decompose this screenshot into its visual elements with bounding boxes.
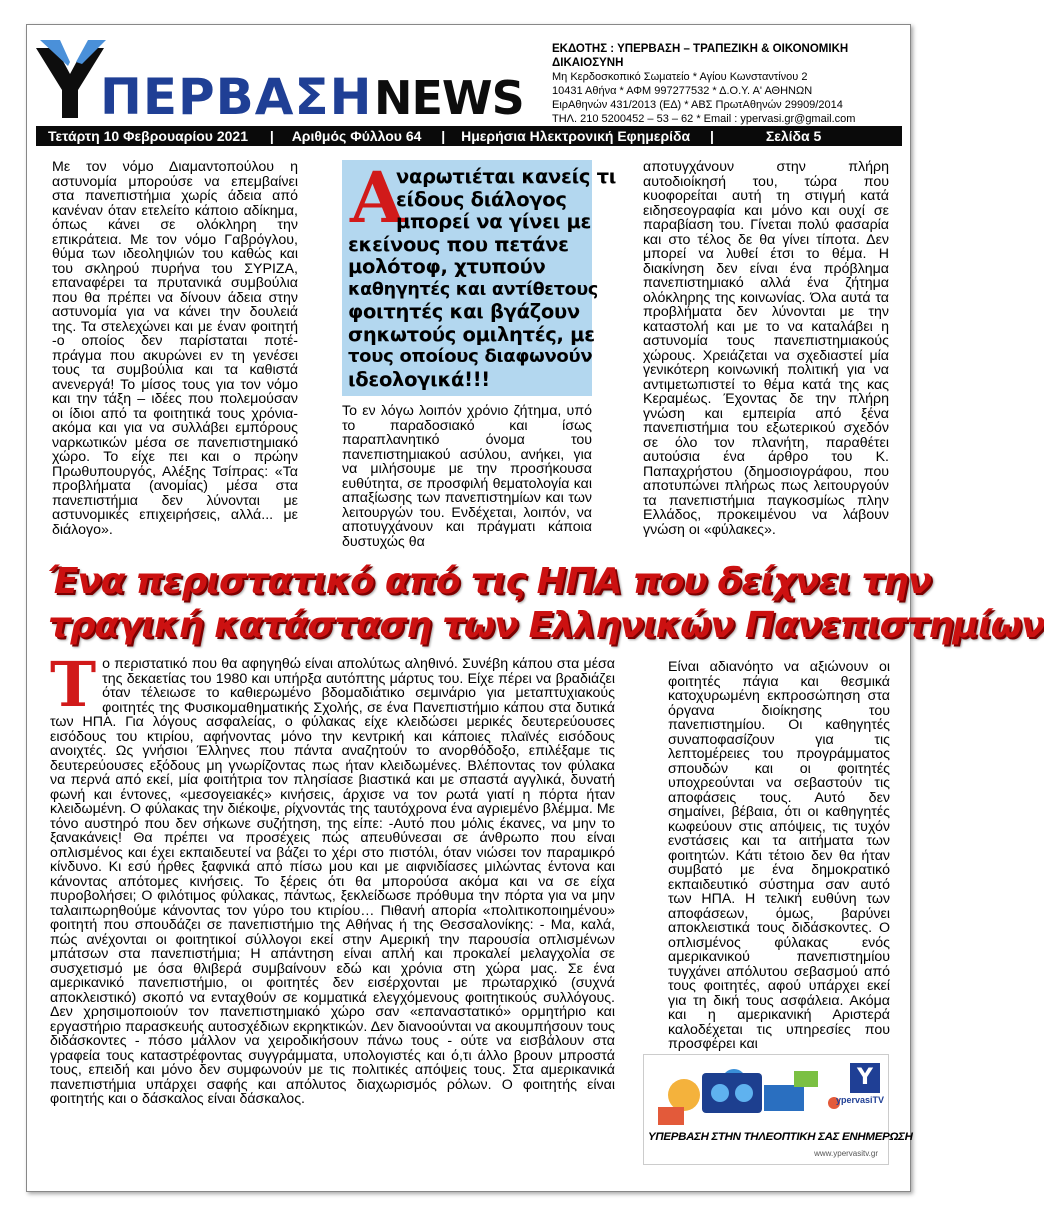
pull-quote-line: ιδεολογικά!!! — [348, 367, 490, 391]
issue-banner — [36, 126, 902, 146]
promo-slogan: ΥΠΕΡΒΑΣΗ ΣΤΗΝ ΤΗΛΕΟΠΤΙΚΗ ΣΑΣ ΕΝΗΜΕΡΩΣΗ — [648, 1131, 913, 1143]
publisher-info — [552, 42, 892, 126]
banner-separator: | — [441, 128, 446, 144]
headline-line-2: τραγική κατάσταση των Ελληνικών Πανεπιστημίων — [48, 605, 1044, 646]
banner-separator: | — [710, 128, 714, 144]
banner-separator: | — [269, 128, 274, 144]
publisher-line: Μη Κερδοσκοπικό Σωματείο * Αγίου Κωνσταντίνου 2 — [552, 71, 808, 83]
pull-quote-text — [348, 156, 617, 391]
svg-text:NEWS: NEWS — [374, 71, 524, 125]
publisher-title: ΕΚΔΟΤΗΣ : ΥΠΕΡΒΑΣΗ – ΤΡΑΠΕΖΙΚΗ & ΟΙΚΟΝΟΜΙΚΗ ΔΙΚΑΙΟΣΥΝΗ — [552, 43, 849, 69]
issue-date: Τετάρτη 10 Φεβρουαρίου 2021 — [48, 128, 248, 144]
pull-quote-initial: Α — [350, 156, 405, 239]
article2-column-right: Είναι αδιανόητο να αξιώνουν οι φοιτητές πάγια και θεσμικά κατοχυρωμένη εκπροσώπηση στα όργανα διοίκησης του πανεπιστημίου. Οι καθηγητές συναποφασίζουν για τις λεπτομέρειες του προγράμματος σπουδών και οι φοιτητές υποχρεούνται να σεβαστούν τις αποφάσεις τους. Αυτό δεν σημαίνει, βέβαια, ότι οι καθηγητές κωφεύουν στις απόψεις, τις τυχόν ενστάσεις και τα αιτήματα των φοιτητών. Κάτι τέτοιο δεν θα ήταν συμβατό με ένα δημοκρατικό εκπαιδευτικό σύστημα σαν αυτό των ΗΠΑ. Η τελική ευθύνη των αποφάσεων, όμως, βαρύνει αποκλειστικά τους διδάσκοντες. Ο οπλισμένος φύλακας ενός αμερικανικού πανεπιστημίου τυγχάνει απόλυτου σεβασμού από τους φοιτητές, αφού υπάρχει εκεί για τη δική τους ασφάλεια. Ακόμα και η αμερικανική Αριστερά καλοδέχεται τις υπηρεσίες που προσφέρει και — [668, 659, 890, 1052]
issue-number: Αριθμός Φύλλου 64 — [291, 128, 422, 144]
pull-quote-line: μπορεί να γίνει με — [396, 210, 592, 233]
publisher-line: 10431 Αθήνα * ΑΦΜ 997277532 * Δ.Ο.Υ. Α' ΑΘΗΝΩΝ — [552, 85, 813, 97]
pull-quote-line: καθηγητές και αντίθετους — [348, 279, 598, 300]
headline-line-1: Ένα περιστατικό από τις ΗΠΑ που δείχνει την — [48, 561, 931, 602]
svg-text:ΠΕΡΒΑΣΗ: ΠΕΡΒΑΣΗ — [100, 68, 373, 126]
pull-quote-line: μολότοφ, χτυπούν — [348, 255, 546, 278]
promo-url: www.ypervasitv.gr — [814, 1149, 878, 1158]
publisher-line: ΕιρΑθηνών 431/2013 (ΕΔ) * ΑΒΣ ΠρωτΑθηνών 29909/2014 — [552, 99, 843, 111]
pull-quote — [342, 156, 617, 396]
promo-brand: ypervasiTV — [835, 1095, 884, 1105]
article-column-right: αποτυγχάνουν στην πλήρη αυτοδιοίκησή του, τώρα που κυοφορείται αυτή τη στιγμή κατά ειδησεογραφία και μόνο και ουχί σε παραβίαση του. Γίνεται πολύ φασαρία και στο τέλος δε θα γίνει τίποτα. Δεν μπορεί να λυθεί έτσι το θέμα. Η διακίνηση δεν είναι ένα πρόβλημα πανεπιστημιακό αλλά ένα ζήτημα ολόκληρης της κοινωνίας. Όλα αυτά τα προβλήματα δεν λύνονται με την καταστολή και με το να καταλάβει η αστυνομία τους πανεπιστημιακούς χώρους. Χρειάζεται να σχεδιαστεί μία γενικότερη κοινωνική πολιτική για να αντιμετωπιστεί το θέμα κατά της κας Κεραμέως. Έχοντας δε την πλήρη γνώση και εμπειρία από ξένα πανεπιστήμια του εξωτερικού σχεδόν σε όλο τον πλανήτη, παραθέτει αυτούσια ένα άρθρο του Κ. Παπαχρήστου (δημοσιογράφου, που αποτυπώνει πλήρως πως λειτουργούν τα πανεπιστήμια παγκοσμίως πλην Ελλάδος, προκειμένου να λάβουν γνώση οι «φύλακες». — [643, 159, 889, 538]
article2-body — [50, 648, 615, 1107]
ypervasi-tv-logo-icon: Y — [850, 1063, 880, 1093]
pull-quote-line: είδους διάλογος — [396, 187, 567, 211]
pull-quote-line: φοιτητές και βγάζουν — [348, 300, 580, 323]
pull-quote-line: σηκωτούς ομιλητές, με — [348, 322, 595, 346]
article2-text: ο περιστατικό που θα αφηγηθώ είναι απολύτως αληθινό. Συνέβη κάπου στα μέσα της δεκαετίας του 1980 και υπήρξα αυτόπτης μάρτυς του. Είχε πέρει να βραδιάζει όταν τέλειωσε το καθιερωμένο βδομαδιάτικο σεμινάριο για μεταπτυχιακούς φοιτητές της Φυσικομαθηματικής Σχολής, σε ένα Πανεπιστήμιο κάπου στα δυτικά των ΗΠΑ. Για λόγους ασφαλείας, ο φύλακας είχε κλειδώσει μερικές δευτερεύουσες εισόδους του κτιρίου, αφήνοντας μόνο την κεντρική και κάποιες πλαϊνές εισόδους ανοιχτές. Ως γνήσιοι Έλληνες που πάντα αναζητούν το ανορθόδοξο, επιλέξαμε τις δευτερεύουσες εξόδους μη γνωρίζοντας πως ήταν κλειδωμένες. Βλέποντας τον φύλακα να περνά από εκεί, μία φοιτήτρια τον πλησίασε βιαστικά και με σπαστά αγγλικά, δυνατή φωνή και έντονες, «μεσογειακές» κινήσεις, άρχισε να τον ρωτά γιατί η πόρτα ήταν κλειδωμένη. Ο φύλακας την διέκοψε, ρίχνοντάς της ταυτόχρονα ένα αγριεμένο βλέμμα. Με τόνο αυστηρό που δεν σήκωνε συζήτηση, της είπε: -Αυτό που μόλις έκανες, να μην το ξανακάνεις! Θα πρέπει να προσέχεις πώς απευθύνεσαι σε άνθρωπο που είναι οπλισμένος και έχει εκπαιδευτεί να βάζει το χέρι στο πιστόλι, όταν νιώσει τον παραμικρό κίνδυνο. Κι εσύ ήρθες ξαφνικά από πίσω μου και με αιφνιδίασες μιλώντας έντονα και κάνοντας απότομες κινήσεις. Το ξέρεις ότι θα μπορούσα ακόμα και να σε είχα πυροβολήσει; Ο φιλότιμος φύλακας, πάντως, ξεκλείδωσε πρόθυμα την πόρτα για να μην ταλαιπωρηθούμε κάνοντας τον γύρο του κτιρίου… Πιθανή απορία «πολιτικοποιημένου» φοιτητή που σπουδάζει σε πανεπιστήμιο της Αθήνας ή της Θεσσαλονίκης: - Μα, καλά, πώς ανέχονται οι φοιτητικοί σύλλογοι εκεί στην Αμερική την παρουσία οπλισμένων μπάτσων στα πανεπιστήμια; Η απάντηση είναι απλή και προκαλεί μελαγχολία σε συσχετισμό με όσα θλιβερά συμβαίνουν εδώ και χρόνια στη χώρα μας. Σε ένα αμερικανικό πανεπιστήμιο, οι φοιτητές δεν εισέρχονται με πρωταρχικό (συχνά αποκλειστικό) σκοπό να ενταχθούν σε κομματικά ελεγχόμενους φοιτητικούς συλλόγους. Δεν χρησιμοποιούν τον πανεπιστημιακό χώρο σαν «επαναστατικό» ορμητήριο και εργαστήριο παρασκευής αυτοσχέδιων εκρηκτικών. Δεν διανοούνται να ακουμπήσουν τους διδάσκοντες - πόσο μάλλον να χειροδικήσουν πάνω τους - ούτε να εισβάλουν στα γραφεία τους καταστρέφοντας συγγράμματα, υπολογιστές και ό,τι άλλο βρουν μπροστά τους, επειδή και μόνο δεν συμφωνούν με τις πολιτικές απόψεις τους. Στα αμερικανικά πανεπιστήμια υπάρχει σαφής και απόλυτος διαχωρισμός ρόλων. Ο φοιτητής είναι φοιτητής και ο δάσκαλος είναι δάσκαλος. — [50, 656, 615, 1107]
article-column-left: Με τον νόμο Διαμαντοπούλου η αστυνομία μπορούσε να επεμβαίνει στα πανεπιστήμια χωρίς άδεια από κανέναν όταν ετελείτο κάποιο αδίκημα, όπως κάνει σε ολόκληρη την επικράτεια. Με τον νόμο Γαβρόγλου, θύμα των ιδεοληψιών του καθώς και του σκληρού πυρήνα του ΣΥΡΙΖΑ, επαναφέρει τα πρυτανικά συμβούλια που θα πρέπει να δίνουν άδεια στην αστυνομία για να κάνει την δουλειά της. Τα στελεχώνει και με έναν φοιτητή -ο οποίος δεν παρίσταται ποτέ- πράγμα που ακυρώνει εν τη γενέσει τους τα συμβούλια και τα καθιστά ανενεργά! Το μίσος τους για τον νόμο και την τάξη – ιδέες που πολεμούσαν οι ίδιοι από τα φοιτητικά τους χρόνια- ακόμα και για να συλλάβει εμπόρους ναρκωτικών μέσα σε πανεπιστημιακό χώρο. Το είχε πει και ο πρώην Πρωθυπουργός, Αλέξης Τσίπρας: «Τα προβλήματα (ανομίας) μέσα στα πανεπιστήμια δεν λύνονται με αστυνομικές επιχειρήσεις, αλλά... με διάλογο». — [52, 159, 298, 538]
pull-quote-line: ναρωτιέται κανείς τι — [396, 165, 617, 188]
newspaper-logo — [36, 40, 546, 126]
drop-cap: Τ — [50, 648, 97, 721]
page-number: Σελίδα 5 — [765, 128, 822, 144]
pull-quote-line: τους οποίους διαφωνούν — [348, 346, 593, 367]
pull-quote-line: εκείνους που πετάνε — [348, 232, 569, 256]
publisher-line: ΤΗΛ. 210 5200452 – 53 – 62 * Email : ypervasi.gr@gmail.com — [552, 113, 856, 125]
article-column-middle: Το εν λόγω λοιπόν χρόνιο ζήτημα, υπό το παραδοσιακό και ίσως παραπλανητικό όνομα του πανεπιστημιακού ασύλου, ανήκει, για να μιλήσουμε με την προσήκουσα ευθύτητα, σε προσφιλή θεματολογία και απαξίωσης των πανεπιστημίων και των λειτουργών του. Ενδέχεται, λοιπόν, να αποτυγχάνουν και πράγματι κάποια δυστυχώς θα — [342, 403, 592, 550]
article-headline — [48, 560, 1044, 648]
tv-promo-banner[interactable] — [643, 1054, 913, 1165]
issue-type: Ημερήσια Ηλεκτρονική Εφημερίδα — [461, 128, 691, 144]
